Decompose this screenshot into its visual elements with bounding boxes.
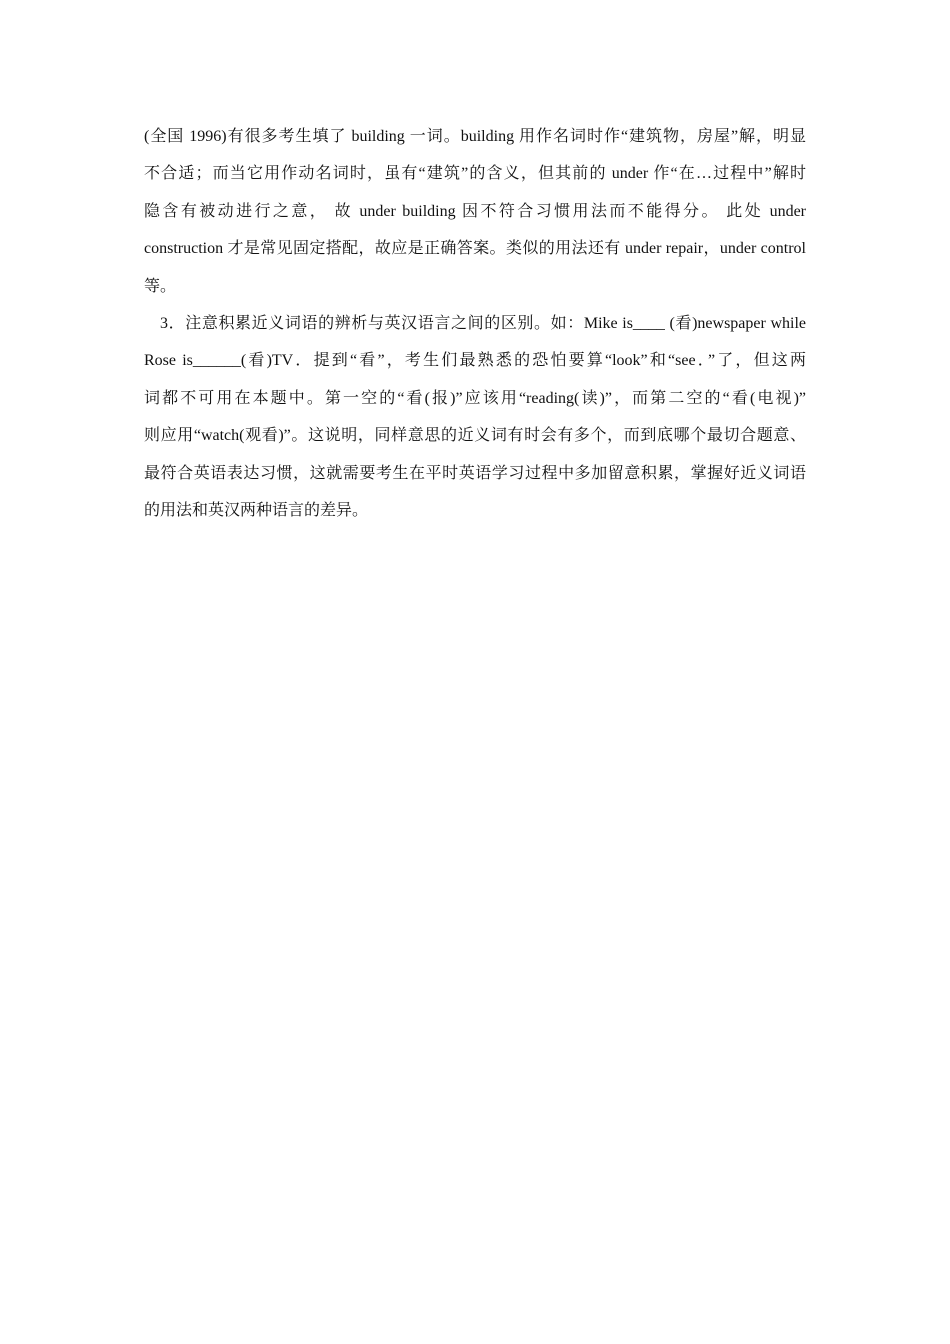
paragraph-synonym-tip [144,305,806,529]
text-line: 等。 [144,277,177,295]
text-line: 不合适；而当它用作动名词时，虽有“建筑”的含义，但其前的 under 作“在…过程中”解时 [144,165,806,183]
text-line: (全国 1996)有很多考生填了 building 一词。building 用作名词时作“建筑物，房屋”解，明显 [144,128,806,145]
paragraph-building-example [144,118,806,305]
text-line: 则应用“watch(观看)”。这说明，同样意思的近义词有时会有多个，而到底哪个最切合题意、 [144,427,806,445]
text-line: construction 才是常见固定搭配，故应是正确答案。类似的用法还有 under repair，under control [144,240,806,258]
text-line: 隐含有被动进行之意， 故 under building 因不符合习惯用法而不能得分。 此处 under [144,202,806,220]
text-line: 最符合英语表达习惯，这就需要考生在平时英语学习过程中多加留意积累，掌握好近义词语 [144,464,806,482]
text-line: 词都不可用在本题中。第一空的“看(报)”应该用“reading(读)”，而第二空的“看(电视)” [144,389,806,407]
text-line: 3．注意积累近义词语的辨析与英汉语言之间的区别。如：Mike is____ (看)newspaper while [160,314,806,332]
text-line: 的用法和英汉两种语言的差异。 [144,501,369,519]
text-line: Rose is______(看)TV．提到“看”，考生们最熟悉的恐怕要算“look”和“see．”了，但这两 [144,352,806,370]
document-body [144,118,806,529]
